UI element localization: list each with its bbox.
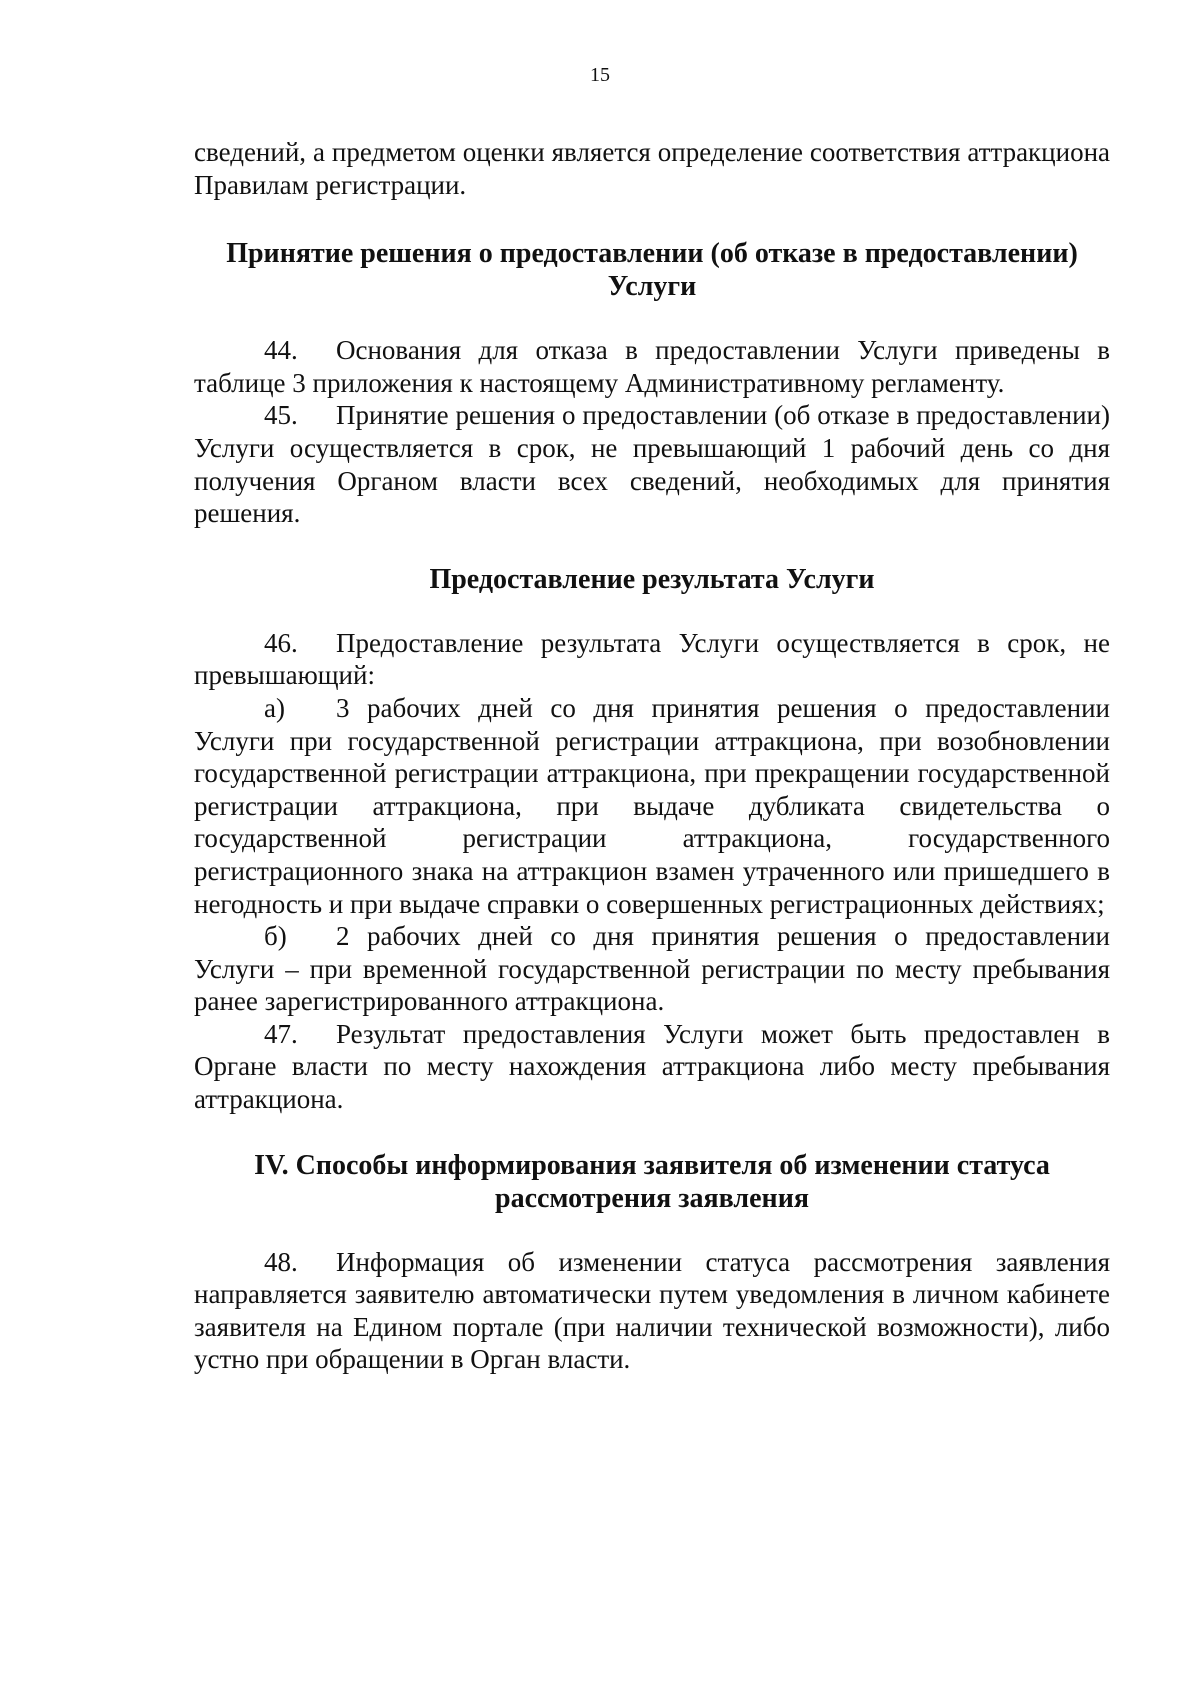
paragraph-48 — [194, 1246, 1110, 1376]
heading-decision: Принятие решения о предоставлении (об отказе в предоставлении) Услуги — [226, 238, 1078, 303]
spacer — [194, 201, 1110, 237]
paragraph-text: Предоставление результата Услуги осуществляется в срок, не превышающий: — [194, 627, 1110, 691]
paragraph-number: 45. — [264, 400, 298, 431]
paragraph-number: 48. — [264, 1246, 298, 1277]
spacer — [194, 1215, 1110, 1246]
paragraph-number: 46. — [264, 627, 298, 658]
paragraph-text: Принятие решения о предоставлении (об отказе в предоставлении) Услуги осуществляется в срок, не превышающий 1 рабочий день со дня получения Органом власти всех сведений, необходимых для принятия решения. — [194, 400, 1110, 529]
paragraph-number: 47. — [264, 1018, 298, 1049]
spacer — [194, 530, 1110, 563]
spacer — [194, 596, 1110, 627]
list-marker: а) — [264, 692, 285, 723]
spacer — [194, 303, 1110, 334]
paragraph-text: Информация об изменении статуса рассмотрения заявления направляется заявителю автоматически путем уведомления в личном кабинете заявителя на Едином портале (при наличии технической возможности), либо устно при обращении в Орган власти. — [194, 1246, 1110, 1375]
list-marker: б) — [264, 921, 287, 952]
heading-section-iv: IV. Способы информирования заявителя об изменении статуса рассмотрения заявления — [254, 1149, 1050, 1214]
paragraph-47 — [194, 1018, 1110, 1116]
paragraph-45 — [194, 399, 1110, 529]
paragraph-number: 44. — [264, 335, 298, 366]
spacer — [194, 1116, 1110, 1149]
paragraph-text: 2 рабочих дней со дня принятия решения о предоставлении Услуги – при временной государственной регистрации по месту пребывания ранее зарегистрированного аттракциона. — [194, 921, 1110, 1017]
paragraph-text: Основания для отказа в предоставлении Услуги приведены в таблице 3 приложения к настоящему Административному регламенту. — [194, 335, 1110, 398]
heading-result: Предоставление результата Услуги — [429, 563, 875, 595]
paragraph-text: Результат предоставления Услуги может быть предоставлен в Органе власти по месту нахождения аттракциона либо месту пребывания аттракциона. — [194, 1018, 1110, 1115]
document-body — [194, 136, 1110, 1376]
intro-paragraph: сведений, а предметом оценки является определение соответствия аттракциона Правилам регистрации. — [194, 137, 1110, 200]
paragraph-46-b — [194, 920, 1110, 1018]
paragraph-46-a — [194, 692, 1110, 920]
paragraph-46 — [194, 627, 1110, 692]
paragraph-44 — [194, 334, 1110, 399]
paragraph-text: 3 рабочих дней со дня принятия решения о предоставлении Услуги при государственной регистрации аттракциона, при возобновлении государственной регистрации аттракциона, при прекращении государственной регистрации аттракциона, при выдаче дубликата свидетельства о государственной регистрации аттракциона, государственного регистрационного знака на аттракцион взамен утраченного или пришедшего в негодность и при выдаче справки о совершенных регистрационных действиях; — [194, 692, 1110, 919]
page-number: 15 — [590, 64, 610, 86]
